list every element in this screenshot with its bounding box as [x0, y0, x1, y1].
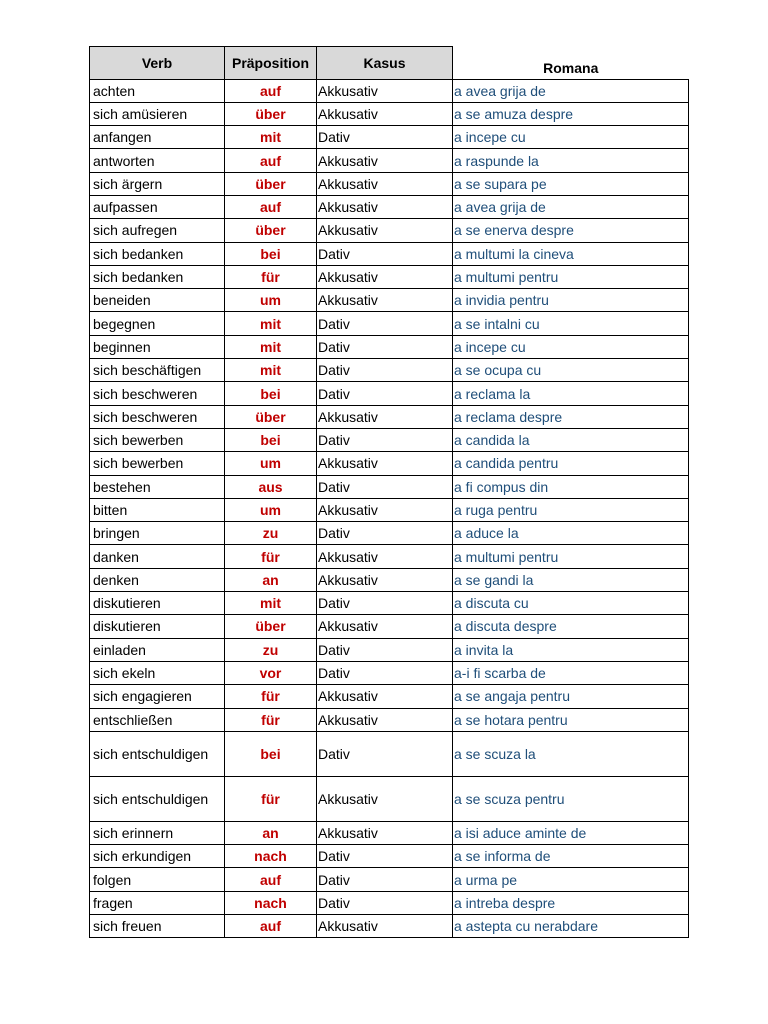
preposition-cell: um	[225, 498, 317, 521]
verb-cell: sich aufregen	[90, 219, 225, 242]
verb-cell: antworten	[90, 149, 225, 172]
kasus-cell: Dativ	[317, 891, 453, 914]
verb-cell: aufpassen	[90, 195, 225, 218]
preposition-cell: für	[225, 545, 317, 568]
preposition-cell: bei	[225, 382, 317, 405]
verb-cell: bringen	[90, 522, 225, 545]
romana-cell: a invita la	[453, 638, 689, 661]
romana-cell: a se amuza despre	[453, 102, 689, 125]
table-row	[90, 79, 689, 102]
preposition-cell: über	[225, 405, 317, 428]
romana-cell: a se supara pe	[453, 172, 689, 195]
preposition-cell: über	[225, 219, 317, 242]
kasus-cell: Akkusativ	[317, 615, 453, 638]
table-row	[90, 242, 689, 265]
preposition-cell: vor	[225, 661, 317, 684]
table-row	[90, 265, 689, 288]
verb-cell: sich ekeln	[90, 661, 225, 684]
table-row	[90, 545, 689, 568]
table-row	[90, 845, 689, 868]
romana-cell: a incepe cu	[453, 335, 689, 358]
verb-cell: danken	[90, 545, 225, 568]
verb-cell: sich bewerben	[90, 452, 225, 475]
romana-cell: a candida la	[453, 428, 689, 451]
romana-cell: a multumi la cineva	[453, 242, 689, 265]
preposition-cell: bei	[225, 731, 317, 776]
preposition-cell: auf	[225, 195, 317, 218]
preposition-cell: für	[225, 776, 317, 821]
kasus-cell: Akkusativ	[317, 149, 453, 172]
preposition-cell: um	[225, 452, 317, 475]
kasus-cell: Akkusativ	[317, 708, 453, 731]
preposition-cell: über	[225, 615, 317, 638]
romana-cell: a se scuza pentru	[453, 776, 689, 821]
kasus-cell: Dativ	[317, 661, 453, 684]
romana-cell: a intreba despre	[453, 891, 689, 914]
kasus-cell: Dativ	[317, 359, 453, 382]
verb-cell: fragen	[90, 891, 225, 914]
romana-cell: a se enerva despre	[453, 219, 689, 242]
kasus-cell: Dativ	[317, 428, 453, 451]
verb-cell: sich beschweren	[90, 382, 225, 405]
romana-cell: a avea grija de	[453, 195, 689, 218]
preposition-cell: aus	[225, 475, 317, 498]
kasus-cell: Akkusativ	[317, 405, 453, 428]
verb-cell: sich amüsieren	[90, 102, 225, 125]
table-row	[90, 868, 689, 891]
preposition-cell: zu	[225, 638, 317, 661]
table-row	[90, 335, 689, 358]
preposition-cell: auf	[225, 868, 317, 891]
romana-cell: a-i fi scarba de	[453, 661, 689, 684]
kasus-cell: Akkusativ	[317, 498, 453, 521]
table-row	[90, 475, 689, 498]
romana-cell: a discuta despre	[453, 615, 689, 638]
romana-cell: a ruga pentru	[453, 498, 689, 521]
preposition-cell: an	[225, 568, 317, 591]
verb-cell: sich erinnern	[90, 821, 225, 844]
table-row	[90, 219, 689, 242]
table-row	[90, 685, 689, 708]
preposition-cell: mit	[225, 592, 317, 615]
preposition-cell: auf	[225, 915, 317, 938]
verb-cell: sich beschweren	[90, 405, 225, 428]
romana-cell: a avea grija de	[453, 79, 689, 102]
romana-cell: a se ocupa cu	[453, 359, 689, 382]
romana-cell: a se angaja pentru	[453, 685, 689, 708]
romana-cell: a se informa de	[453, 845, 689, 868]
verb-cell: sich beschäftigen	[90, 359, 225, 382]
kasus-cell: Dativ	[317, 522, 453, 545]
preposition-cell: nach	[225, 845, 317, 868]
preposition-cell: mit	[225, 335, 317, 358]
kasus-cell: Akkusativ	[317, 79, 453, 102]
verb-cell: achten	[90, 79, 225, 102]
table-row	[90, 312, 689, 335]
verb-cell: sich entschuldigen	[90, 731, 225, 776]
verb-cell: sich entschuldigen	[90, 776, 225, 821]
verb-cell: sich erkundigen	[90, 845, 225, 868]
kasus-cell: Dativ	[317, 242, 453, 265]
verb-cell: sich bedanken	[90, 265, 225, 288]
verb-cell: anfangen	[90, 126, 225, 149]
kasus-cell: Dativ	[317, 845, 453, 868]
verb-cell: sich ärgern	[90, 172, 225, 195]
kasus-cell: Dativ	[317, 312, 453, 335]
kasus-cell: Dativ	[317, 868, 453, 891]
kasus-cell: Akkusativ	[317, 265, 453, 288]
table-row	[90, 708, 689, 731]
romana-cell: a multumi pentru	[453, 265, 689, 288]
table-row	[90, 615, 689, 638]
romana-cell: a isi aduce aminte de	[453, 821, 689, 844]
preposition-cell: bei	[225, 242, 317, 265]
verb-cell: folgen	[90, 868, 225, 891]
romana-cell: a incepe cu	[453, 126, 689, 149]
kasus-cell: Akkusativ	[317, 219, 453, 242]
verb-preposition-table	[89, 46, 689, 938]
table-row	[90, 405, 689, 428]
kasus-cell: Akkusativ	[317, 821, 453, 844]
table-row	[90, 638, 689, 661]
verb-cell: sich bewerben	[90, 428, 225, 451]
preposition-cell: mit	[225, 126, 317, 149]
verb-cell: sich freuen	[90, 915, 225, 938]
verb-cell: beginnen	[90, 335, 225, 358]
verb-cell: einladen	[90, 638, 225, 661]
table-row	[90, 126, 689, 149]
kasus-cell: Dativ	[317, 382, 453, 405]
kasus-cell: Akkusativ	[317, 289, 453, 312]
verb-cell: bitten	[90, 498, 225, 521]
header-romana: Romana	[453, 47, 689, 80]
preposition-cell: für	[225, 265, 317, 288]
preposition-cell: mit	[225, 312, 317, 335]
kasus-cell: Dativ	[317, 335, 453, 358]
kasus-cell: Dativ	[317, 592, 453, 615]
table-row	[90, 498, 689, 521]
table-row	[90, 172, 689, 195]
kasus-cell: Dativ	[317, 638, 453, 661]
kasus-cell: Dativ	[317, 475, 453, 498]
kasus-cell: Dativ	[317, 126, 453, 149]
table-row	[90, 661, 689, 684]
verb-cell: sich bedanken	[90, 242, 225, 265]
header-row	[90, 47, 689, 80]
table-row	[90, 359, 689, 382]
kasus-cell: Akkusativ	[317, 915, 453, 938]
preposition-cell: für	[225, 708, 317, 731]
kasus-cell: Akkusativ	[317, 195, 453, 218]
verb-cell: begegnen	[90, 312, 225, 335]
table-row	[90, 452, 689, 475]
kasus-cell: Akkusativ	[317, 545, 453, 568]
preposition-cell: mit	[225, 359, 317, 382]
romana-cell: a invidia pentru	[453, 289, 689, 312]
verb-cell: beneiden	[90, 289, 225, 312]
table-row	[90, 915, 689, 938]
kasus-cell: Akkusativ	[317, 102, 453, 125]
romana-cell: a multumi pentru	[453, 545, 689, 568]
romana-cell: a reclama la	[453, 382, 689, 405]
romana-cell: a se scuza la	[453, 731, 689, 776]
kasus-cell: Akkusativ	[317, 568, 453, 591]
table-row	[90, 891, 689, 914]
table-row	[90, 195, 689, 218]
romana-cell: a aduce la	[453, 522, 689, 545]
kasus-cell: Dativ	[317, 731, 453, 776]
verb-cell: sich engagieren	[90, 685, 225, 708]
romana-cell: a raspunde la	[453, 149, 689, 172]
verb-cell: diskutieren	[90, 592, 225, 615]
romana-cell: a se gandi la	[453, 568, 689, 591]
header-kasus: Kasus	[317, 47, 453, 80]
preposition-cell: auf	[225, 149, 317, 172]
verb-cell: bestehen	[90, 475, 225, 498]
header-verb: Verb	[90, 47, 225, 80]
preposition-cell: bei	[225, 428, 317, 451]
kasus-cell: Akkusativ	[317, 776, 453, 821]
preposition-cell: an	[225, 821, 317, 844]
romana-cell: a se intalni cu	[453, 312, 689, 335]
preposition-cell: um	[225, 289, 317, 312]
table-row	[90, 731, 689, 776]
table-row	[90, 776, 689, 821]
romana-cell: a candida pentru	[453, 452, 689, 475]
preposition-cell: auf	[225, 79, 317, 102]
table-row	[90, 149, 689, 172]
table-row	[90, 821, 689, 844]
romana-cell: a se hotara pentru	[453, 708, 689, 731]
preposition-cell: über	[225, 172, 317, 195]
verb-cell: entschließen	[90, 708, 225, 731]
preposition-cell: über	[225, 102, 317, 125]
preposition-cell: für	[225, 685, 317, 708]
kasus-cell: Akkusativ	[317, 685, 453, 708]
romana-cell: a astepta cu nerabdare	[453, 915, 689, 938]
table-row	[90, 592, 689, 615]
table-body	[90, 79, 689, 938]
table-row	[90, 428, 689, 451]
romana-cell: a reclama despre	[453, 405, 689, 428]
romana-cell: a fi compus din	[453, 475, 689, 498]
table-row	[90, 568, 689, 591]
verb-cell: denken	[90, 568, 225, 591]
romana-cell: a discuta cu	[453, 592, 689, 615]
table-row	[90, 382, 689, 405]
table-row	[90, 102, 689, 125]
kasus-cell: Akkusativ	[317, 452, 453, 475]
preposition-cell: nach	[225, 891, 317, 914]
verb-cell: diskutieren	[90, 615, 225, 638]
kasus-cell: Akkusativ	[317, 172, 453, 195]
preposition-cell: zu	[225, 522, 317, 545]
table-row	[90, 522, 689, 545]
romana-cell: a urma pe	[453, 868, 689, 891]
header-preposition: Präposition	[225, 47, 317, 80]
table-row	[90, 289, 689, 312]
